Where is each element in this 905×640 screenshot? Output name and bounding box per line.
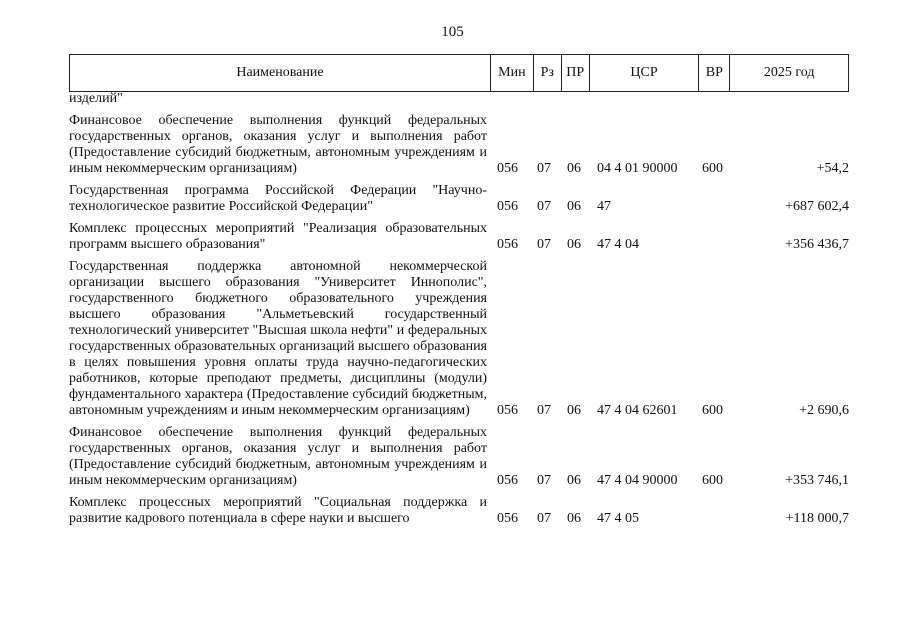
header-min: Мин <box>491 55 534 91</box>
table-row <box>69 425 849 489</box>
row-name: Государственная поддержка автономной некоммерческой организации высшего образования "Университет Иннополис", государственного бюджетного образовательного учреждения высшего образования "Альметьевский государственный технологический университет "Высшая школа нефти" и федеральных государственных образовательных организаций высшего образования в целях повышения уровня оплаты труда научно-педагогических работников, которые преподают предметы, дисциплины (модули) фундаментального характера (Предоставление субсидий бюджетным, автономным учреждениям и иным некоммерческим организациям) <box>69 259 487 418</box>
page-number: 105 <box>441 24 464 40</box>
row-csr: 47 4 04 90000 <box>597 473 678 488</box>
row-name: Государственная программа Российской Федерации "Научно-технологическое развитие Российской Федерации" <box>69 183 487 214</box>
row-min: 056 <box>497 199 518 214</box>
row-name: изделий" <box>69 91 123 106</box>
row-name: Комплекс процессных мероприятий "Социальная поддержка и развитие кадрового потенциала в сфере науки и высшего <box>69 495 487 526</box>
table-row <box>69 183 849 215</box>
row-vr: 600 <box>702 161 723 176</box>
table-row <box>69 113 849 177</box>
row-min: 056 <box>497 237 518 252</box>
row-vr: 600 <box>702 473 723 488</box>
table-row <box>69 495 849 527</box>
row-min: 056 <box>497 403 518 418</box>
row-amount: +2 690,6 <box>799 403 849 418</box>
row-min: 056 <box>497 511 518 526</box>
header-name: Наименование <box>70 55 491 91</box>
row-vr: 600 <box>702 403 723 418</box>
row-csr: 47 <box>597 199 611 214</box>
row-name: Комплекс процессных мероприятий "Реализация образовательных программ высшего образования" <box>69 221 487 252</box>
row-rz: 07 <box>537 199 551 214</box>
table-row-continuation <box>69 91 849 107</box>
header-pr: ПР <box>562 55 590 91</box>
row-csr: 04 4 01 90000 <box>597 161 678 176</box>
table-row <box>69 221 849 253</box>
row-name: Финансовое обеспечение выполнения функций федеральных государственных органов, оказания услуг и выполнения работ (Предоставление субсидий бюджетным, автономным учреждениям и иным некоммерческим организациям) <box>69 425 487 488</box>
row-amount: +356 436,7 <box>785 237 849 252</box>
header-year: 2025 год <box>763 65 815 80</box>
row-pr: 06 <box>567 199 581 214</box>
row-rz: 07 <box>537 237 551 252</box>
row-pr: 06 <box>567 511 581 526</box>
row-csr: 47 4 04 <box>597 237 639 252</box>
row-pr: 06 <box>567 237 581 252</box>
row-min: 056 <box>497 161 518 176</box>
row-pr: 06 <box>567 161 581 176</box>
table-body <box>69 91 849 533</box>
header-rz: Рз <box>534 55 562 91</box>
header-vr: ВР <box>699 55 730 91</box>
row-name: Финансовое обеспечение выполнения функций федеральных государственных органов, оказания услуг и выполнения работ (Предоставление субсидий бюджетным, автономным учреждениям и иным некоммерческим организациям) <box>69 113 487 176</box>
row-amount: +687 602,4 <box>785 199 849 214</box>
row-rz: 07 <box>537 511 551 526</box>
row-amount: +54,2 <box>816 161 849 176</box>
header-csr: ЦСР <box>590 55 700 91</box>
row-amount: +118 000,7 <box>785 511 849 526</box>
row-csr: 47 4 05 <box>597 511 639 526</box>
row-rz: 07 <box>537 473 551 488</box>
row-pr: 06 <box>567 473 581 488</box>
row-min: 056 <box>497 473 518 488</box>
row-rz: 07 <box>537 161 551 176</box>
table-row <box>69 259 849 419</box>
table-header <box>69 54 849 92</box>
row-csr: 47 4 04 62601 <box>597 403 678 418</box>
row-amount: +353 746,1 <box>785 473 849 488</box>
row-pr: 06 <box>567 403 581 418</box>
row-rz: 07 <box>537 403 551 418</box>
